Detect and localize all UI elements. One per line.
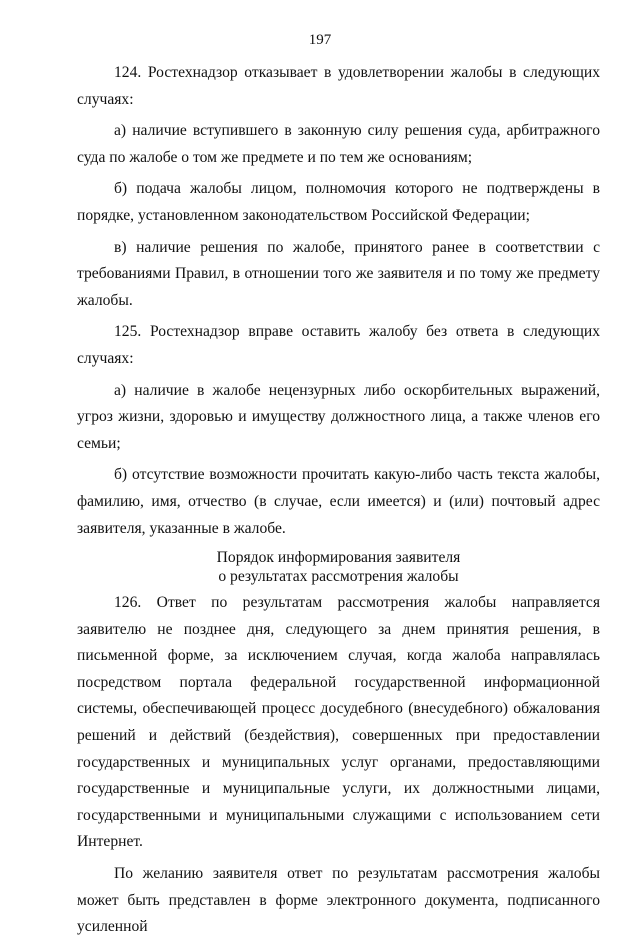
section-heading-line-1: Порядок информирования заявителя — [216, 549, 461, 567]
section-heading — [77, 548, 600, 586]
page-number: 197 — [308, 32, 332, 48]
document-body — [77, 60, 600, 941]
paragraph-124-b: б) подача жалобы лицом, полномочия которого не подтверждены в порядке, установленном законодательством Российской Федерации; — [77, 180, 600, 224]
paragraph-124: 124. Ростехнадзор отказывает в удовлетворении жалобы в следующих случаях: — [77, 64, 600, 108]
paragraph-125: 125. Ростехнадзор вправе оставить жалобу без ответа в следующих случаях: — [77, 323, 600, 367]
paragraph-125-a: а) наличие в жалобе нецензурных либо оскорбительных выражений, угроз жизни, здоровью и имуществу должностного лица, а также членов его семьи; — [77, 381, 600, 452]
paragraph-125-b: б) отсутствие возможности прочитать какую-либо часть текста жалобы, фамилию, имя, отчество (в случае, если имеется) и (или) почтовый адрес заявителя, указанные в жалобе. — [77, 466, 600, 537]
paragraph-126: 126. Ответ по результатам рассмотрения жалобы направляется заявителю не позднее дня, следующего за днем принятия решения, в письменной форме, за исключением случая, когда жалоба направлялась посредством портала федеральной государственной информационной системы, обеспечивающей процесс досудебного (внесудебного) обжалования решений и действий (бездействия), совершенных при предоставлении государственных и муниципальных услуг органами, предоставляющими государственные и муниципальные услуги, их должностными лицами, государственными и муниципальными служащими с использованием сети Интернет. — [77, 594, 600, 851]
paragraph-124-c: в) наличие решения по жалобе, принятого ранее в соответствии с требованиями Правил, в отношении того же заявителя и по тому же предмету жалобы. — [77, 238, 600, 309]
paragraph-124-a: а) наличие вступившего в законную силу решения суда, арбитражного суда по жалобе о том же предмете и по тем же основаниям; — [77, 122, 600, 166]
paragraph-126-electronic: По желанию заявителя ответ по результатам рассмотрения жалобы может быть представлен в форме электронного документа, подписанного усиленной — [77, 865, 600, 936]
section-heading-line-2: о результатах рассмотрения жалобы — [218, 568, 459, 586]
